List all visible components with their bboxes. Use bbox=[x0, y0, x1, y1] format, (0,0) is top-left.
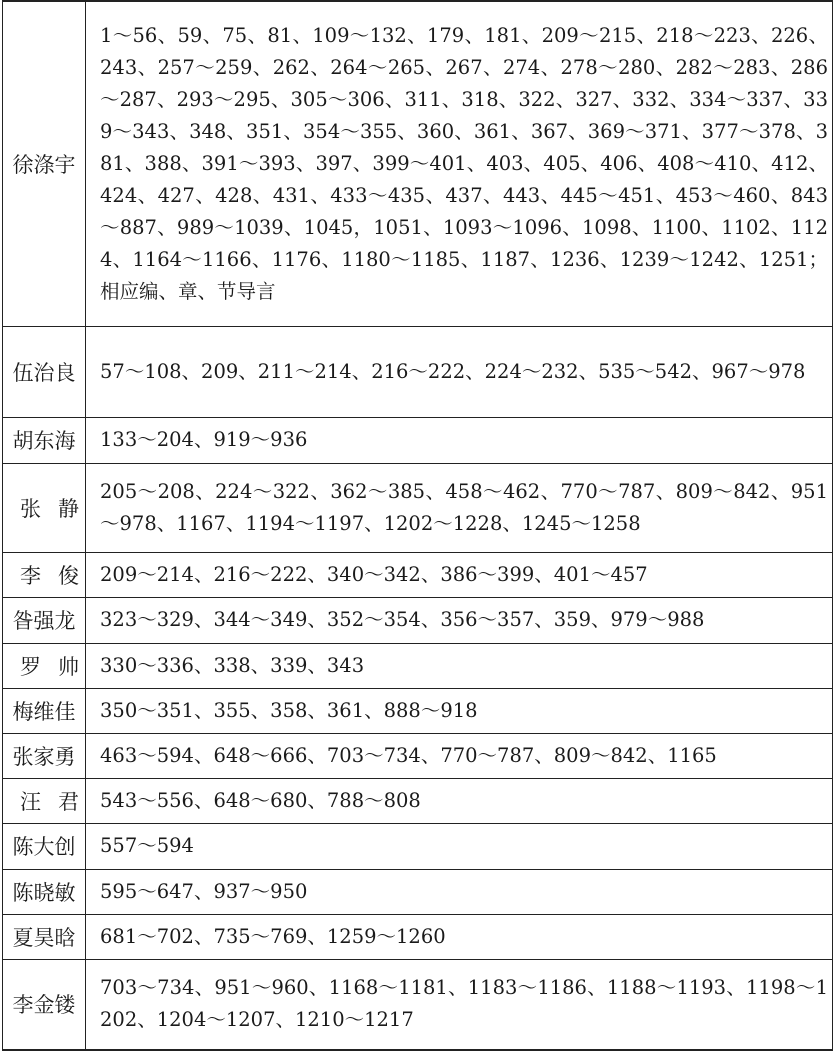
table-row bbox=[3, 417, 833, 463]
author-name: 夏昊晗 bbox=[3, 914, 86, 959]
author-name: 伍治良 bbox=[3, 326, 86, 417]
author-name: 徐涤宇 bbox=[3, 1, 86, 326]
table-row bbox=[3, 733, 833, 778]
table-row bbox=[3, 778, 833, 823]
author-name: 李金镂 bbox=[3, 959, 86, 1050]
page-ranges: 1～56、59、75、81、109～132、179、181、209～215、218～223、226、243、257～259、262、264～265、267、274、278～280、282～283、286～287、293～295、305～306、311、318、322、327、332、334～337、339～343、348、351、354～355、360、361、367、369～371、377～378、381、388、391～393、397、399～401、403、405、406、408～410、412、424、427、428、431、433～435、437、443、445～451、453～460、843～887、989～1039、1045，1051、1093～1096、1098、1100、1102、1124、1164～1166、1176、1180～1185、1187、1236、1239～1242、1251；相应编、章、节导言 bbox=[86, 1, 833, 326]
page-ranges: 350～351、355、358、361、888～918 bbox=[86, 688, 833, 733]
table-row bbox=[3, 326, 833, 417]
page-ranges: 703～734、951～960、1168～1181、1183～1186、1188～1193、1198～1202、1204～1207、1210～1217 bbox=[86, 959, 833, 1050]
author-contribution-table bbox=[2, 0, 833, 1051]
page-ranges: 463～594、648～666、703～734、770～787、809～842、1165 bbox=[86, 733, 833, 778]
table-row bbox=[3, 552, 833, 597]
table-row bbox=[3, 597, 833, 643]
table-row bbox=[3, 914, 833, 959]
author-name: 昝强龙 bbox=[3, 597, 86, 643]
author-name: 陈晓敏 bbox=[3, 869, 86, 914]
table-row bbox=[3, 869, 833, 914]
table-row bbox=[3, 688, 833, 733]
page-ranges: 205～208、224～322、362～385、458～462、770～787、809～842、951～978、1167、1194～1197、1202～1228、1245～1258 bbox=[86, 463, 833, 552]
page-ranges: 133～204、919～936 bbox=[86, 417, 833, 463]
table-row bbox=[3, 959, 833, 1050]
page-ranges: 209～214、216～222、340～342、386～399、401～457 bbox=[86, 552, 833, 597]
page-ranges: 323～329、344～349、352～354、356～357、359、979～988 bbox=[86, 597, 833, 643]
author-name: 陈大创 bbox=[3, 823, 86, 869]
author-name: 梅维佳 bbox=[3, 688, 86, 733]
author-name: 罗帅 bbox=[3, 643, 86, 688]
author-contribution-sheet bbox=[2, 0, 832, 1054]
author-name: 李俊 bbox=[3, 552, 86, 597]
table-row bbox=[3, 643, 833, 688]
page-ranges: 330～336、338、339、343 bbox=[86, 643, 833, 688]
page-ranges: 557～594 bbox=[86, 823, 833, 869]
author-name: 汪君 bbox=[3, 778, 86, 823]
table-row bbox=[3, 1, 833, 326]
page-ranges: 57～108、209、211～214、216～222、224～232、535～542、967～978 bbox=[86, 326, 833, 417]
author-name: 张家勇 bbox=[3, 733, 86, 778]
page-ranges: 595～647、937～950 bbox=[86, 869, 833, 914]
author-name: 胡东海 bbox=[3, 417, 86, 463]
author-name: 张静 bbox=[3, 463, 86, 552]
table-row bbox=[3, 823, 833, 869]
table-row bbox=[3, 463, 833, 552]
page-ranges: 543～556、648～680、788～808 bbox=[86, 778, 833, 823]
page-ranges: 681～702、735～769、1259～1260 bbox=[86, 914, 833, 959]
